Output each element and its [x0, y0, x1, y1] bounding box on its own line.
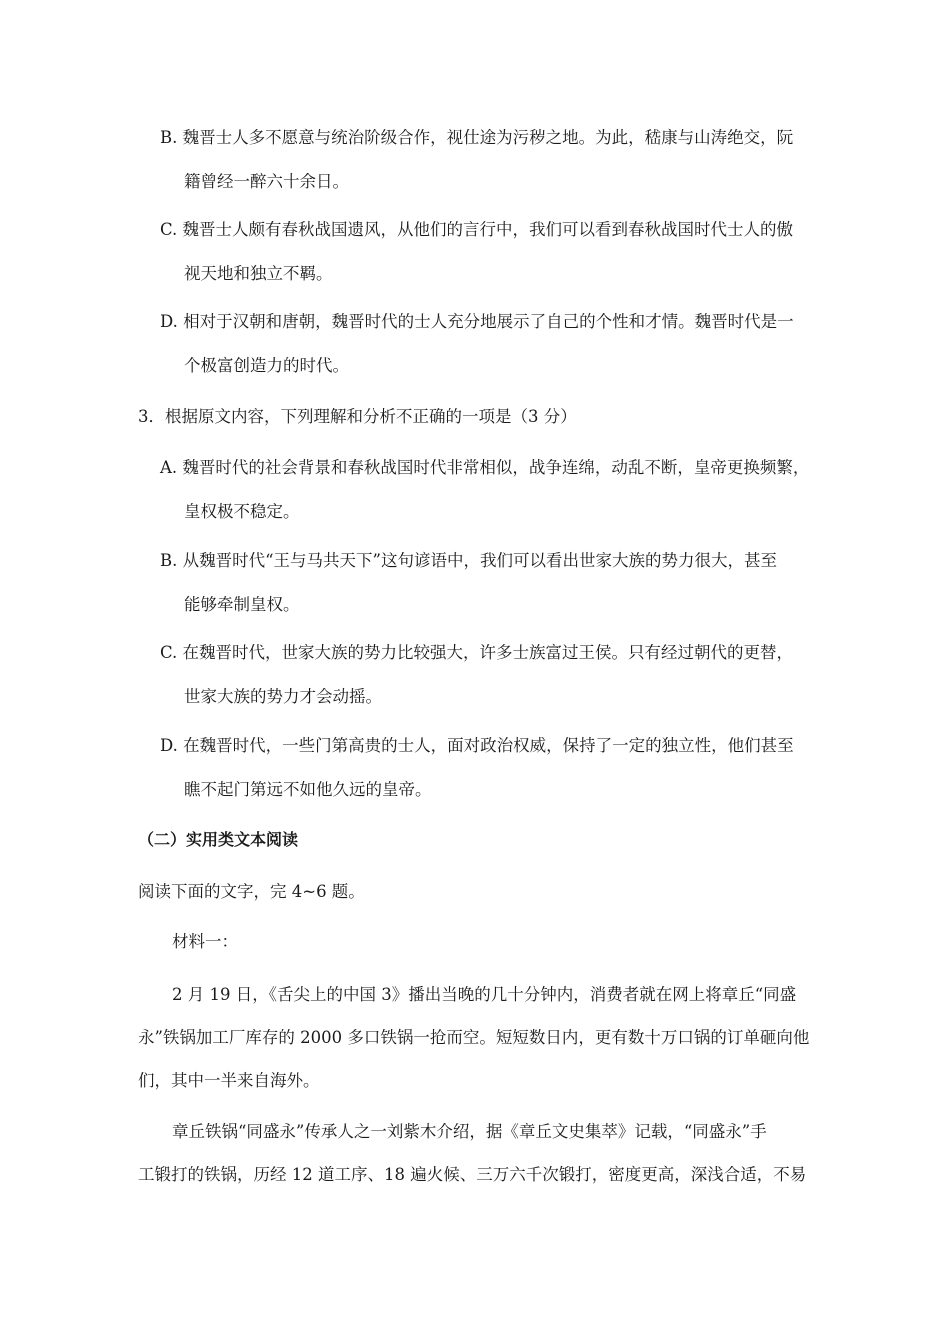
q3-option-d-line2: 瞧不起门第远不如他久远的皇帝。: [184, 780, 432, 799]
para2-line1: 章丘铁锅“同盛永”传承人之一刘紫木介绍，据《章丘文史集萃》记载，“同盛永”手: [172, 1122, 767, 1141]
q3-option-c-line1: C. 在魏晋时代，世家大族的势力比较强大，许多士族富过王侯。只有经过朝代的更替，: [160, 643, 794, 662]
q3-option-c-line2: 世家大族的势力才会动摇。: [184, 687, 382, 706]
q3-option-b-line1: B. 从魏晋时代“王与马共天下”这句谚语中，我们可以看出世家大族的势力很大，甚至: [160, 551, 777, 570]
q2-option-c-line1: C. 魏晋士人颇有春秋战国遗风，从他们的言行中，我们可以看到春秋战国时代士人的傲: [160, 220, 794, 239]
q3-option-a-line2: 皇权极不稳定。: [184, 502, 300, 521]
q2-option-c-line2: 视天地和独立不羁。: [184, 264, 333, 283]
para1-line2: 永”铁锅加工厂库存的 2000 多口铁锅一抢而空。短短数日内，更有数十万口锅的订单砸向他: [138, 1028, 810, 1047]
section-instruction: 阅读下面的文字，完 4~6 题。: [138, 882, 365, 901]
q2-option-b-line2: 籍曾经一醉六十余日。: [184, 172, 349, 191]
q2-option-d-line1: D. 相对于汉朝和唐朝，魏晋时代的士人充分地展示了自己的个性和才情。魏晋时代是一: [160, 312, 794, 331]
material-label: 材料一：: [172, 932, 238, 951]
para1-line1: 2 月 19 日，《舌尖上的中国 3》播出当晚的几十分钟内，消费者就在网上将章丘“同盛: [172, 985, 797, 1004]
q3-option-a-line1: A. 魏晋时代的社会背景和春秋战国时代非常相似，战争连绵，动乱不断，皇帝更换频繁，: [160, 458, 810, 477]
q3-option-d-line1: D. 在魏晋时代，一些门第高贵的士人，面对政治权威，保持了一定的独立性，他们甚至: [160, 736, 794, 755]
para2-line2: 工锻打的铁锅，历经 12 道工序、18 遍火候、三万六千次锻打，密度更高，深浅合适，不易: [138, 1165, 807, 1184]
para1-line3: 们，其中一半来自海外。: [138, 1071, 320, 1090]
q3-option-b-line2: 能够牵制皇权。: [184, 595, 300, 614]
q3-stem: 3．根据原文内容，下列理解和分析不正确的一项是（3 分）: [138, 407, 577, 426]
section-heading: （二）实用类文本阅读: [138, 830, 299, 849]
q2-option-b-line1: B. 魏晋士人多不愿意与统治阶级合作，视仕途为污秽之地。为此，嵇康与山涛绝交，阮: [160, 128, 794, 147]
q2-option-d-line2: 个极富创造力的时代。: [184, 356, 349, 375]
